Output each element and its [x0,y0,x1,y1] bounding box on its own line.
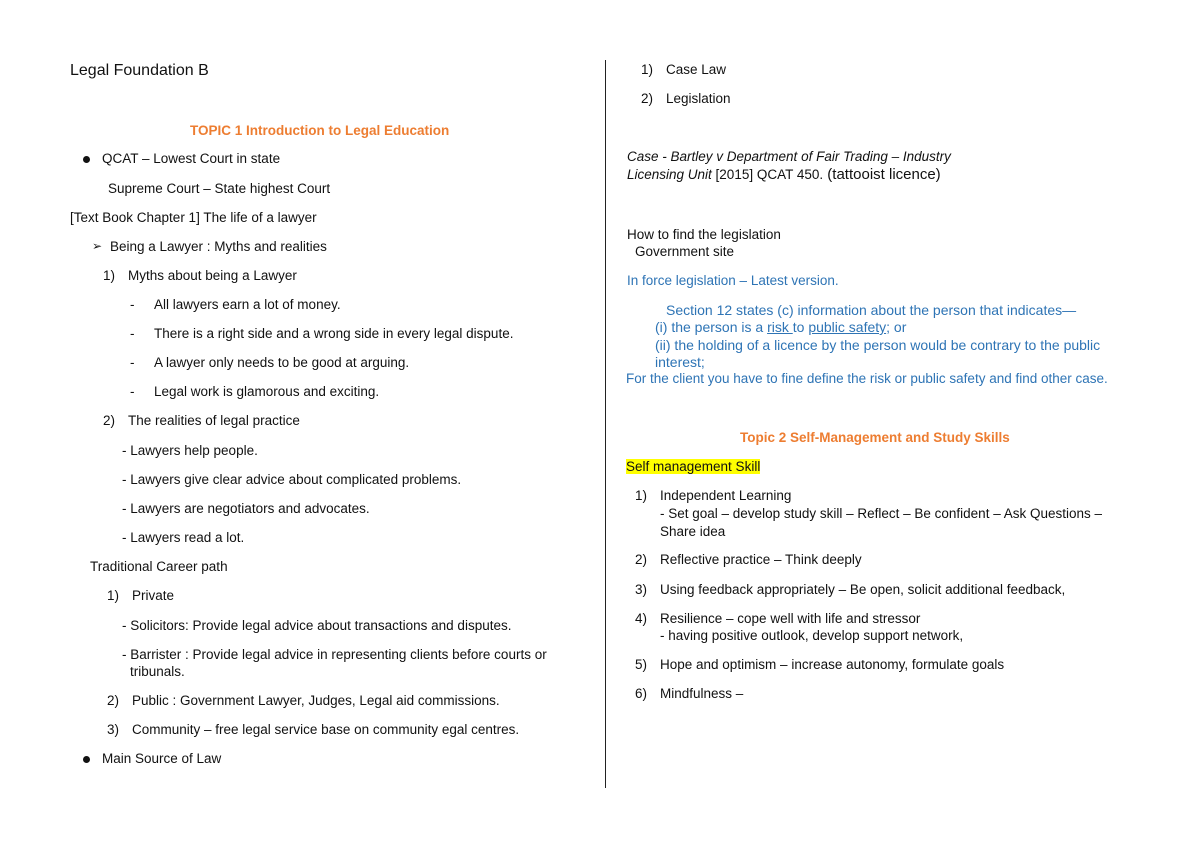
skill-title: Hope and optimism – increase autonomy, formulate goals [660,657,1005,672]
barrister-line-2: tribunals. [130,664,185,679]
arrow-bullet-icon: ➢ [92,239,103,253]
myth-item: All lawyers earn a lot of money. [154,297,341,312]
public-safety-term: public safety [808,319,887,335]
public-number: 2) [107,693,120,708]
dash-icon: - [130,297,135,312]
skill-detail: - having positive outlook, develop support network, [660,628,964,643]
textbook-line: [Text Book Chapter 1] The life of a lawyer [70,210,317,225]
reality-item: - Lawyers are negotiators and advocates. [122,501,370,516]
career-heading: Traditional Career path [90,559,228,574]
skill-title: Using feedback appropriately – Be open, solicit additional feedback, [660,582,1066,597]
private-label: Private [132,588,175,603]
section-i-line [655,319,906,335]
case-note: (tattooist licence) [823,166,941,183]
dash-icon: - [130,384,135,399]
government-site-line: Government site [635,244,735,259]
reality-item: - Lawyers help people. [122,443,258,458]
myths-number: 1) [103,268,116,283]
public-label: Public : Government Lawyer, Judges, Legal aid commissions. [132,693,500,708]
client-note-line: For the client you have to fine define the risk or public safety and find other case. [626,371,1108,386]
skill-title: Mindfulness – [660,686,744,701]
reality-item: - Lawyers read a lot. [122,530,245,545]
skill-number: 2) [635,552,648,567]
skill-title: Reflective practice – Think deeply [660,552,862,567]
find-legislation-line: How to find the legislation [627,227,781,242]
highlighted-text: Self management Skill [626,459,761,474]
realities-heading: The realities of legal practice [128,413,300,428]
source-number: 2) [641,91,654,106]
supreme-court-line: Supreme Court – State highest Court [108,181,331,196]
skill-title: Resilience – cope well with life and stressor [660,611,921,626]
source-label: Legislation [666,91,731,106]
reality-item: - Lawyers give clear advice about complicated problems. [122,472,462,487]
dash-icon: - [130,355,135,370]
qcat-line: QCAT – Lowest Court in state [102,151,281,166]
case-name: Case - Bartley v Department of Fair Trading – Industry [627,149,951,164]
skill-detail: - Set goal – develop study skill – Reflect – Be confident – Ask Questions – [660,506,1102,521]
private-number: 1) [107,588,120,603]
section-ii-line-2: interest; [655,354,705,370]
section-ii-line-1: (ii) the holding of a licence by the person would be contrary to the public [655,337,1101,353]
community-number: 3) [107,722,120,737]
bullet-icon [83,756,90,763]
section-i-text: (i) the person is a [655,319,768,335]
case-citation-line-1 [627,149,951,164]
myth-item: Legal work is glamorous and exciting. [154,384,380,399]
skill-number: 4) [635,611,648,626]
section-12-line: Section 12 states (c) information about the person that indicates— [666,302,1077,318]
dash-icon: - [130,326,135,341]
skill-title: Independent Learning [660,488,792,503]
skill-number: 3) [635,582,648,597]
source-label: Case Law [666,62,727,77]
case-citation: [2015] QCAT 450. [711,167,824,182]
being-lawyer-line: Being a Lawyer : Myths and realities [110,239,327,254]
myth-item: A lawyer only needs to be good at arguing. [154,355,410,370]
skill-number: 6) [635,686,648,701]
self-management-label [626,459,760,474]
bullet-icon [83,156,90,163]
risk-term: risk [767,319,793,335]
topic1-heading: TOPIC 1 Introduction to Legal Education [190,123,450,138]
case-citation-line-2 [627,166,941,183]
topic2-heading: Topic 2 Self-Management and Study Skills [740,430,1010,445]
skill-number: 5) [635,657,648,672]
skill-detail: Share idea [660,524,726,539]
case-unit: Licensing Unit [627,167,712,182]
barrister-line-1: - Barrister : Provide legal advice in representing clients before courts or [122,647,547,662]
in-force-line: In force legislation – Latest version. [627,273,839,288]
solicitors-line: - Solicitors: Provide legal advice about transactions and disputes. [122,618,512,633]
community-label: Community – free legal service base on community egal centres. [132,722,520,737]
section-i-to: to [792,319,809,335]
myths-heading: Myths about being a Lawyer [128,268,297,283]
column-divider [605,60,606,788]
realities-number: 2) [103,413,116,428]
myth-item: There is a right side and a wrong side in every legal dispute. [154,326,514,341]
skill-number: 1) [635,488,648,503]
main-source-line: Main Source of Law [102,751,222,766]
section-i-end: ; or [886,319,907,335]
source-number: 1) [641,62,654,77]
document-title: Legal Foundation B [70,62,209,79]
